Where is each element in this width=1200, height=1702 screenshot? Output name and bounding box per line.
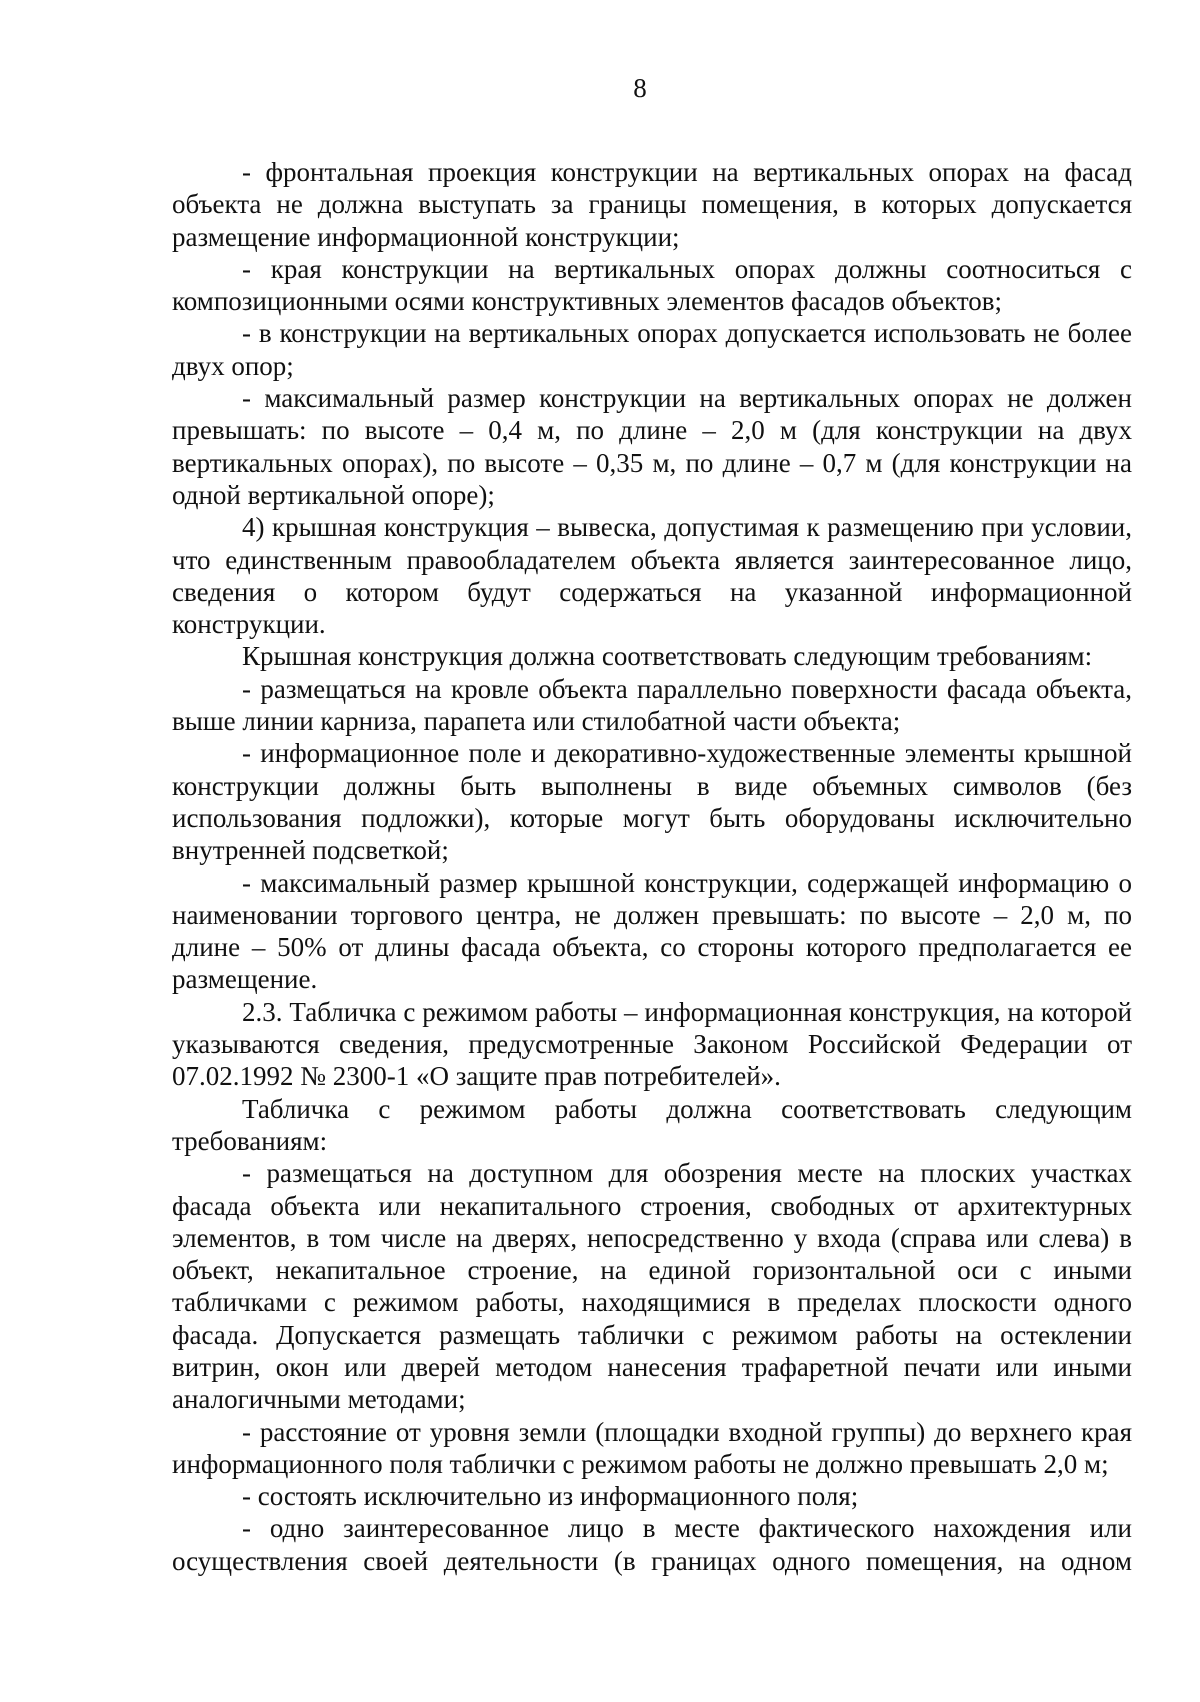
paragraph: - фронтальная проекция конструкции на вертикальных опорах на фасад объекта не должна выступать за границы помещения, в которых допускается размещение информационной конструкции; bbox=[172, 157, 1132, 252]
paragraph: - размещаться на кровле объекта параллельно поверхности фасада объекта, выше линии карниза, парапета или стилобатной части объекта; bbox=[172, 673, 1132, 737]
paragraph: Табличка с режимом работы должна соответствовать следующим требованиям: bbox=[172, 1093, 1132, 1156]
paragraph: - размещаться на доступном для обозрения месте на плоских участках фасада объекта или некапитального строения, свободных от архитектурных элементов, в том числе на дверях, непосредственно у входа (справа или слева) в объект, некапитальное строение, на единой горизонтальной оси с иными табличками с режимом работы, находящимися в пределах плоскости одного фасада. Допускается размещать таблички с режимом работы на остеклении витрин, окон или дверей методом нанесения трафаретной печати или иными аналогичными методами; bbox=[172, 1158, 1132, 1415]
paragraph: - расстояние от уровня земли (площадки входной группы) до верхнего края информационного поля таблички с режимом работы не должно превышать 2,0 м; bbox=[172, 1416, 1132, 1479]
paragraph: - в конструкции на вертикальных опорах допускается использовать не более двух опор; bbox=[172, 318, 1132, 381]
paragraph: Крышная конструкция должна соответствовать следующим требованиям: bbox=[242, 641, 1093, 672]
paragraph: - информационное поле и декоративно-художественные элементы крышной конструкции должны быть выполнены в виде объемных символов (без использования подложки), которые могут быть оборудованы исключительно внутренней подсветкой; bbox=[172, 738, 1132, 866]
paragraph: - максимальный размер конструкции на вертикальных опорах не должен превышать: по высоте – 0,4 м, по длине – 2,0 м (для конструкции на двух вертикальных опорах), по высоте – 0,35 м, по длине – 0,7 м (для конструкции на одной вертикальной опоре); bbox=[172, 383, 1132, 510]
paragraph: 2.3. Табличка с режимом работы – информационная конструкция, на которой указываются сведения, предусмотренные Законом Российской Федерации от 07.02.1992 № 2300-1 «О защите прав потребителей». bbox=[172, 996, 1132, 1092]
page-number: 8 bbox=[633, 73, 647, 103]
paragraph: 4) крышная конструкция – вывеска, допустимая к размещению при условии, что единственным правообладателем объекта является заинтересованное лицо, сведения о котором будут содержаться на указанной информационной конструкции. bbox=[172, 512, 1132, 640]
paragraph: - края конструкции на вертикальных опорах должны соотноситься с композиционными осями конструктивных элементов фасадов объектов; bbox=[172, 253, 1132, 317]
paragraph: - состоять исключительно из информационного поля; bbox=[242, 1481, 859, 1512]
paragraph: - одно заинтересованное лицо в месте фактического нахождения или осуществления своей деятельности (в границах одного помещения, на одном bbox=[172, 1513, 1132, 1576]
document-body bbox=[172, 156, 1132, 1577]
paragraph: - максимальный размер крышной конструкции, содержащей информацию о наименовании торгового центра, не должен превышать: по высоте – 2,0 м, по длине – 50% от длины фасада объекта, со стороны которого предполагается ее размещение. bbox=[172, 867, 1132, 995]
